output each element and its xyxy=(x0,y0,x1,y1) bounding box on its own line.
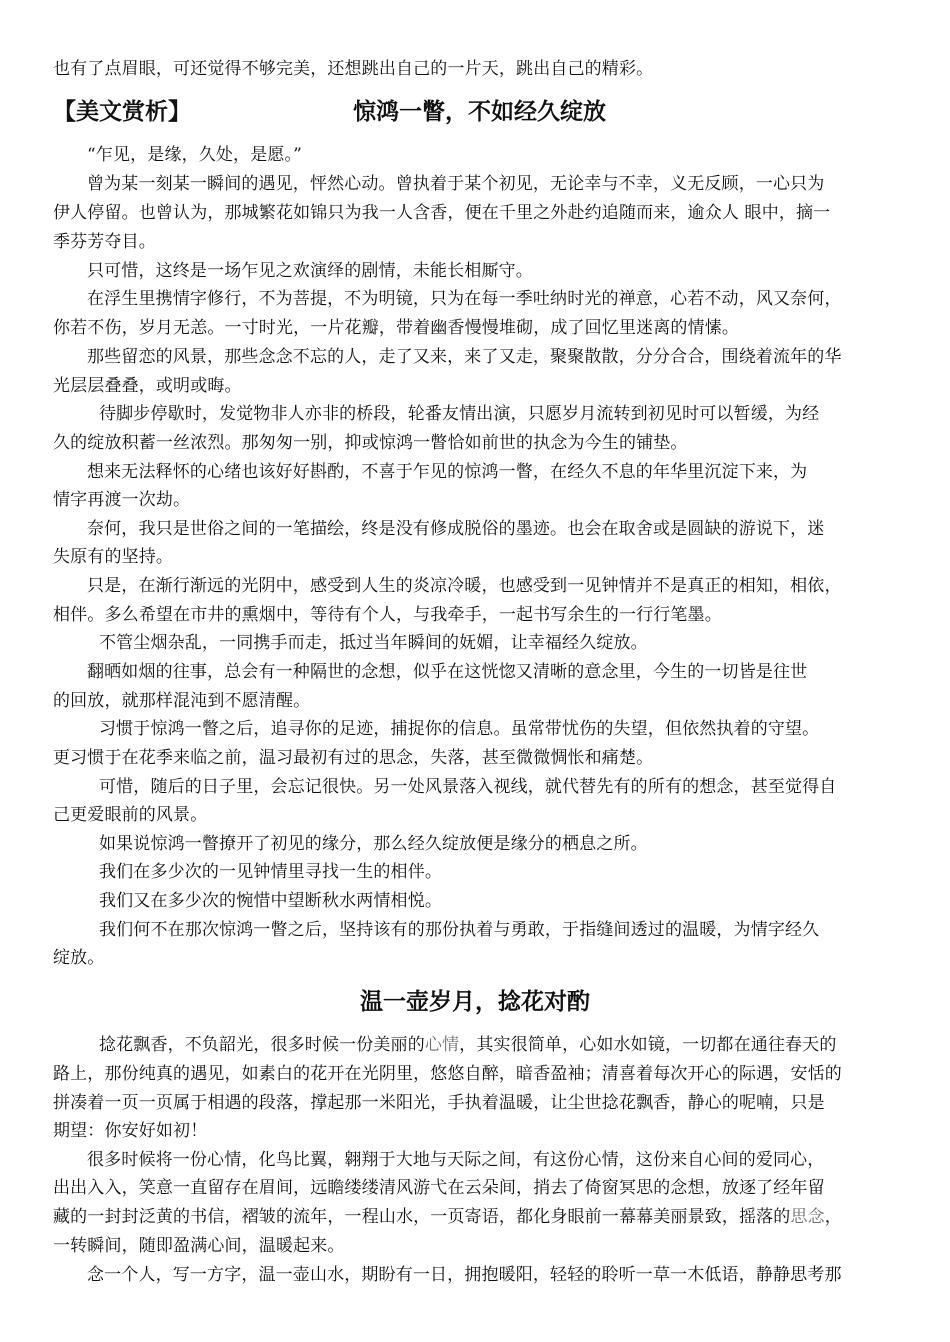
paragraph-line: 待脚步停歇时，发觉物非人亦非的桥段，轮番友情出演，只愿岁月流转到初见时可以暂缓，为经 xyxy=(99,404,820,424)
paragraph-line: 期望：你安好如初！ xyxy=(53,1121,208,1141)
paragraph-line: “乍见，是缘，久处，是愿。” xyxy=(87,145,302,165)
paragraph-line: 情字再渡一次劫。 xyxy=(53,490,191,510)
heart-mood-link[interactable]: 心情 xyxy=(424,1035,460,1055)
paragraph-line: 一转瞬间，随即盈满心间，温暖起来。 xyxy=(53,1236,345,1256)
paragraph-line: 己更爱眼前的风景。 xyxy=(53,805,208,825)
paragraph-line: 可惜，随后的日子里，会忘记很快。另一处风景落入视线，就代替先有的所有的想念，甚至觉得自 xyxy=(99,777,837,797)
longing-link[interactable]: 思念 xyxy=(790,1207,825,1227)
line-text: 捻花飘香，不负韶光，很多时候一份美丽的 xyxy=(99,1035,425,1055)
paragraph-line: 曾为某一刻某一瞬间的遇见，怦然心动。曾执着于某个初见，无论幸与不幸，义无反顾，一心只为 xyxy=(87,174,825,194)
section1-heading xyxy=(53,96,903,128)
line-text: ，其实很简单，心如水如镜，一切都在通往春天的 xyxy=(459,1035,837,1055)
line-text: ， xyxy=(824,1207,842,1227)
paragraph-line: 不管尘烟杂乱，一同携手而走，抵过当年瞬间的妩媚，让幸福经久绽放。 xyxy=(99,633,648,653)
paragraph-line: 我们又在多少次的惋惜中望断秋水两情相悦。 xyxy=(99,891,442,911)
paragraph-line: 出出入入，笑意一直留存在眉间，远瞻缕缕清风游弋在云朵间，捎去了倚窗冥思的念想，放逐了经年留 xyxy=(53,1178,825,1198)
paragraph-line: 久的绽放积蓄一丝浓烈。那匆匆一别，抑或惊鸿一瞥恰如前世的执念为今生的铺垫。 xyxy=(53,433,688,453)
paragraph-line: 翻晒如烟的往事，总会有一种隔世的念想，似乎在这恍惚又清晰的意念里，今生的一切皆是往世 xyxy=(87,662,808,682)
paragraph-line: 季芬芳夺目。 xyxy=(53,232,156,252)
paragraph-line xyxy=(53,1206,903,1228)
paragraph-line xyxy=(53,1034,949,1056)
paragraph-line: 在浮生里携情字修行，不为菩提，不为明镜，只为在每一季吐纳时光的禅意，心若不动，风又奈何， xyxy=(87,289,842,309)
paragraph-line: 习惯于惊鸿一瞥之后，追寻你的足迹，捕捉你的信息。虽常带忧伤的失望，但依然执着的守望。 xyxy=(99,719,820,739)
section2-title: 温一壶岁月，捻花对酌 xyxy=(360,989,590,1015)
section1-title: 惊鸿一瞥，不如经久绽放 xyxy=(353,99,606,125)
paragraph-line: 的回放，就那样混沌到不愿清醒。 xyxy=(53,691,311,711)
paragraph-line: 失原有的坚持。 xyxy=(53,547,174,567)
paragraph-line: 念一个人，写一方字，温一壶山水，期盼有一日，拥抱暖阳，轻轻的聆听一草一木低语，静静思考那 xyxy=(87,1265,842,1285)
paragraph-line: 想来无法释怀的心绪也该好好斟酌，不喜于乍见的惊鸿一瞥，在经久不息的年华里沉淀下来，为 xyxy=(87,462,808,482)
paragraph-line: 我们在多少次的一见钟情里寻找一生的相伴。 xyxy=(99,862,442,882)
paragraph-line: 奈何，我只是世俗之间的一笔描绘，终是没有修成脱俗的墨迹。也会在取舍或是圆缺的游说下，迷 xyxy=(87,519,825,539)
paragraph-line: 只可惜，这终是一场乍见之欢演绎的剧情，未能长相厮守。 xyxy=(87,261,533,281)
paragraph-line: 光层层叠叠，或明或晦。 xyxy=(53,376,242,396)
section1-label: 【美文赏析】 xyxy=(53,99,191,125)
paragraph-line: 只是，在渐行渐远的光阴中，感受到人生的炎凉冷暖，也感受到一见钟情并不是真正的相知，相依， xyxy=(87,576,842,596)
paragraph-line: 那些留恋的风景，那些念念不忘的人，走了又来，来了又走，聚聚散散，分分合合，围绕着流年的华 xyxy=(87,347,842,367)
paragraph-line: 你若不伤，岁月无恙。一寸时光，一片花瓣，带着幽香慢慢堆砌，成了回忆里迷离的情愫。 xyxy=(53,318,739,338)
paragraph-line: 如果说惊鸿一瞥撩开了初见的缘分，那么经久绽放便是缘分的栖息之所。 xyxy=(99,834,648,854)
paragraph-line: 伊人停留。也曾认为，那城繁花如锦只为我一人含香，便在千里之外赴约追随而来，逾众人 眼中，摘一 xyxy=(53,203,831,223)
paragraph-line: 相伴。多么希望在市井的熏烟中，等待有个人，与我牵手，一起书写余生的一行行笔墨。 xyxy=(53,605,722,625)
intro-line: 也有了点眉眼，可还觉得不够完美，还想跳出自己的一片天，跳出自己的精彩。 xyxy=(53,59,654,79)
paragraph-line: 更习惯于在花季来临之前，温习最初有过的思念，失落，甚至微微惆怅和痛楚。 xyxy=(53,748,654,768)
paragraph-line: 路上，那份纯真的遇见，如素白的花开在光阴里，悠悠自醉，暗香盈袖；清喜着每次开心的际遇，安恬的 xyxy=(53,1064,842,1084)
paragraph-line: 绽放。 xyxy=(53,948,105,968)
line-text: 藏的一封封泛黄的书信，褶皱的流年，一程山水，一页寄语，都化身眼前一幕幕美丽景致，摇落的 xyxy=(53,1207,791,1227)
paragraph-line: 我们何不在那次惊鸿一瞥之后，坚持该有的那份执着与勇敢，于指缝间透过的温暖，为情字经久 xyxy=(99,920,820,940)
paragraph-line: 很多时候将一份心情，化鸟比翼，翱翔于大地与天际之间，有这份心情，这份来自心间的爱同心， xyxy=(87,1150,825,1170)
paragraph-line: 拼凑着一页一页属于相遇的段落，撑起那一米阳光，手执着温暖，让尘世捻花飘香，静心的呢喃，只是 xyxy=(53,1093,825,1113)
